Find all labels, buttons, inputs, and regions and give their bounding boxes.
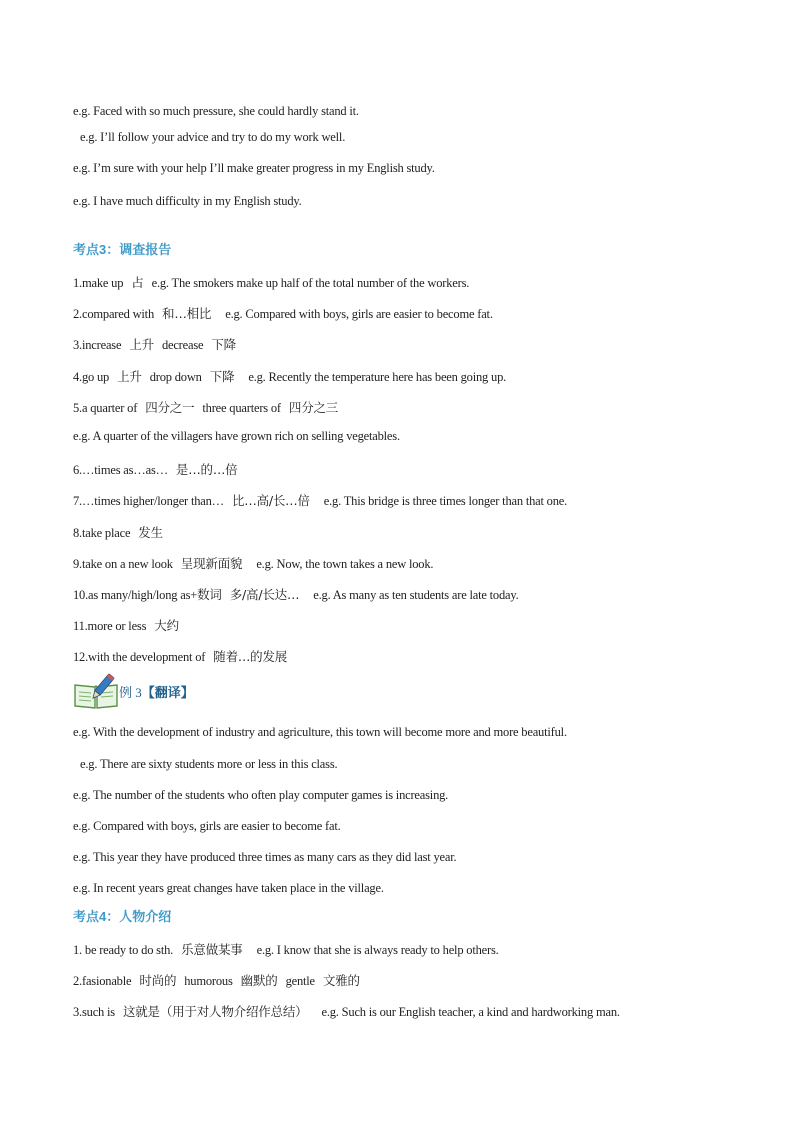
example-sentence: e.g. As many as ten students are late today.	[313, 588, 519, 602]
chinese-meaning: 文雅的	[322, 973, 360, 988]
phrase: 1.make up	[73, 276, 124, 290]
phrase: 1. be ready to do sth.	[73, 943, 174, 957]
example-sentence: e.g. Now, the town takes a new look.	[256, 557, 434, 571]
example-type: 【翻译】	[141, 685, 194, 701]
chinese-meaning: 占	[131, 275, 144, 290]
example-sentence: e.g. Faced with so much pressure, she could hardly stand it.	[73, 104, 359, 118]
phrase: 10.as many/high/long as+数词	[73, 588, 222, 602]
phrase: three quarters of	[202, 401, 281, 415]
example-sentence: e.g. Recently the temperature here has been going up.	[248, 370, 507, 384]
list-item	[73, 616, 179, 634]
list-item	[73, 491, 567, 509]
chinese-meaning: 上升	[129, 337, 154, 352]
phrase: 2.compared with	[73, 307, 155, 321]
phrase: 8.take place	[73, 526, 131, 540]
chinese-meaning: 是…的…倍	[175, 462, 238, 477]
list-item	[73, 554, 433, 572]
example-sentence: e.g. In recent years great changes have taken place in the village.	[73, 881, 384, 895]
example-number: 例 3	[119, 684, 142, 700]
section-heading-3: 考点3：调查报告	[73, 242, 172, 257]
phrase: gentle	[285, 974, 315, 988]
chinese-meaning: 幽默的	[240, 973, 278, 988]
example-sentence: e.g. I’m sure with your help I’ll make greater progress in my English study.	[73, 161, 435, 175]
example-sentence: e.g. Compared with boys, girls are easier to become fat.	[73, 819, 341, 833]
example-sentence: e.g. I’ll follow your advice and try to do my work well.	[80, 130, 346, 144]
list-item	[73, 940, 499, 958]
chinese-meaning: 发生	[138, 525, 163, 540]
example-sentence: e.g. With the development of industry and agriculture, this town will become more and more beautiful.	[73, 725, 567, 739]
list-item	[73, 523, 163, 541]
list-item	[73, 971, 360, 989]
list-item	[73, 460, 237, 478]
example-sentence: e.g. This bridge is three times longer than that one.	[323, 494, 568, 508]
example-sentence: e.g. A quarter of the villagers have grown rich on selling vegetables.	[73, 429, 400, 443]
example-label	[73, 673, 194, 709]
list-item	[73, 1002, 620, 1020]
example-sentence: e.g. I have much difficulty in my English study.	[73, 194, 302, 208]
example-sentence: e.g. The number of the students who often play computer games is increasing.	[73, 788, 449, 802]
chinese-meaning: 大约	[154, 618, 179, 633]
list-item	[73, 398, 338, 416]
phrase: 6.…times as…as…	[73, 463, 168, 477]
list-item	[73, 585, 519, 603]
list-item	[73, 647, 287, 665]
example-sentence: e.g. Compared with boys, girls are easier to become fat.	[225, 307, 493, 321]
chinese-meaning: 上升	[117, 369, 142, 384]
chinese-meaning: 比…高/长…倍	[231, 493, 310, 508]
list-item	[73, 304, 493, 322]
example-sentence: e.g. There are sixty students more or less in this class.	[80, 757, 338, 771]
phrase: 7.…times higher/longer than…	[73, 494, 224, 508]
phrase: drop down	[149, 370, 202, 384]
chinese-meaning: 这就是（用于对人物介绍作总结）	[122, 1004, 308, 1019]
phrase: 5.a quarter of	[73, 401, 138, 415]
chinese-meaning: 下降	[209, 369, 235, 384]
phrase: 12.with the development of	[73, 650, 206, 664]
list-item	[73, 273, 469, 291]
phrase: humorous	[184, 974, 233, 988]
chinese-meaning: 乐意做某事	[181, 942, 243, 957]
chinese-meaning: 四分之三	[288, 400, 339, 415]
section-heading-4: 考点4：人物介绍	[73, 909, 172, 924]
example-sentence: e.g. I know that she is always ready to help others.	[256, 943, 499, 957]
example-sentence: e.g. Such is our English teacher, a kind and hardworking man.	[321, 1005, 620, 1019]
chinese-meaning: 多/高/长达…	[229, 587, 300, 602]
phrase: 3.such is	[73, 1005, 115, 1019]
chinese-meaning: 和…相比	[162, 306, 212, 321]
phrase: 11.more or less	[73, 619, 147, 633]
example-sentence: e.g. The smokers make up half of the total number of the workers.	[151, 276, 470, 290]
chinese-meaning: 呈现新面貌	[180, 556, 243, 571]
chinese-meaning: 下降	[211, 337, 236, 352]
phrase: 9.take on a new look	[73, 557, 173, 571]
phrase: 2.fasionable	[73, 974, 132, 988]
phrase: 4.go up	[73, 370, 110, 384]
list-item	[73, 367, 506, 385]
chinese-meaning: 随着…的发展	[213, 649, 288, 664]
example-sentence: e.g. This year they have produced three times as many cars as they did last year.	[73, 850, 457, 864]
chinese-meaning: 四分之一	[145, 400, 195, 415]
phrase: 3.increase	[73, 338, 122, 352]
list-item	[73, 335, 236, 353]
book-pencil-icon	[73, 673, 119, 709]
chinese-meaning: 时尚的	[139, 973, 177, 988]
phrase: decrease	[161, 338, 204, 352]
